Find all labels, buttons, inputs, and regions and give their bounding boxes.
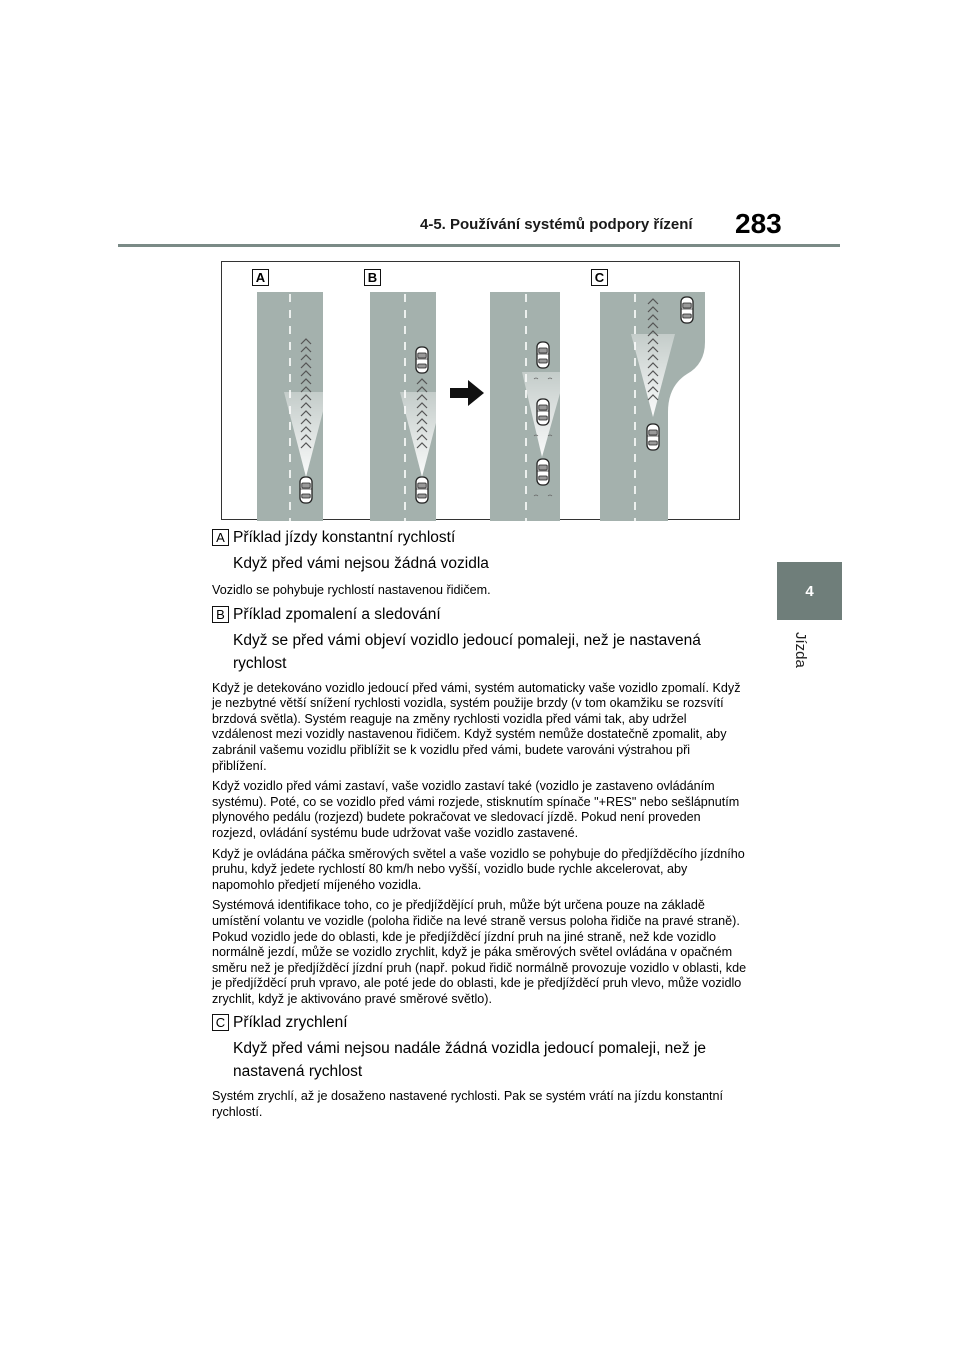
paragraph: Vozidlo se pohybuje rychlostí nastavenou řidičem. [212, 583, 491, 597]
figure-label-b: B [364, 269, 381, 286]
acc-illustration [221, 261, 740, 520]
running-header-title: 4-5. Používání systémů podpory řízení [420, 216, 693, 233]
paragraph: Systém zrychlí, až je dosaženo nastavené rychlosti. Pak se systém vrátí na jízdu konstantní rychlostí. [212, 1089, 723, 1120]
section-subheading: Když se před vámi objeví vozidlo jedoucí pomaleji, než je nastavená rychlost [233, 631, 701, 672]
paragraph: Když je detekováno vozidlo jedoucí před vámi, systém automaticky vaše vozidlo zpomalí. Když je nezbytné větší snížení rychlosti vozidla, systém použije brzdy (v tom okamžiku se rozsvítí brzdová světla). Systém reaguje na změny rychlosti vozidla před vámi tak, aby udržel vzdálenost mezi vozidly nastavenou řidičem. Když systém nemůže dostatečně zpomalit, aby zabránil vašemu vozidlu přiblížit se k vozidlu před vámi, budete varováni výstrahou při přiblížení. [212, 680, 741, 773]
section-label-a: A [212, 529, 229, 546]
road-a [257, 292, 328, 521]
road-b [370, 292, 444, 521]
arrow-icon [450, 380, 484, 406]
section-b [212, 603, 747, 1008]
section-c [212, 1011, 747, 1120]
road-diagram [222, 262, 741, 521]
section-heading: Příklad zpomalení a sledování [233, 605, 441, 623]
chapter-number: 4 [805, 582, 814, 600]
section-subheading: Když před vámi nejsou žádná vozidla [233, 555, 489, 572]
section-a [212, 526, 747, 599]
figure-label-a: A [252, 269, 269, 286]
figure-label-c: C [591, 269, 608, 286]
section-subheading: Když před vámi nejsou nadále žádná vozidla jedoucí pomaleji, než je nastavená rychlost [233, 1040, 707, 1081]
paragraph: Systémová identifikace toho, co je předjíždějící pruh, může být určena pouze na základě umístění volantu ve vozidle (poloha řidiče na levé straně versus poloha řidiče na pravé straně). Pokud vozidlo jede do oblasti, kde je předjížděcí jízdní pruh na jiné straně, než kde vozidlo normálně jezdí, může se vozidlo zrychlit, když je páka směrových světel ovládána v opačném směru než je předjížděcí jízdní pruh (např. pokud řidič normálně provozuje vozidlo v oblasti, kde je předjížděcí pruh vpravo, ale poté jede do oblasti, kde je předjížděcí pruh vlevo, může vozidlo zrychlit, když je aktivováno pravé směrové světlo). [212, 898, 747, 1006]
chapter-label: Jízda [792, 632, 809, 668]
section-heading: Příklad zrychlení [233, 1014, 348, 1032]
text-content [212, 526, 747, 1125]
paragraph: Když vozidlo před vámi zastaví, vaše vozidlo zastaví také (vozidlo je zastaveno ovládáním systému). Poté, co se vozidlo před vámi rozjede, stisknutím spínače "+RES" nebo sešlápnutím plynového pedálu (rozjezd) budete pokračovat ve sledovací jízdě. Pokud není proveden rozjezd, ovládání systému bude udržovat vaše vozidlo zastavené. [212, 779, 740, 840]
page-number: 283 [735, 208, 782, 239]
header-divider [118, 244, 840, 247]
paragraph: Když je ovládána páčka směrových světel a vaše vozidlo se pohybuje do předjížděcího jízdního pruhu, když jedete rychlostí 80 km/h nebo vyšší, vozidlo bude rychle akcelerovat, aby napomohlo předjetí míjeného vozidla. [212, 846, 745, 892]
section-heading: Příklad jízdy konstantní rychlostí [233, 529, 456, 546]
road-c [600, 292, 705, 521]
road-b-stopped [490, 292, 566, 521]
section-label-b: B [212, 606, 229, 623]
section-label-c: C [212, 1014, 229, 1031]
chapter-tab [777, 562, 842, 620]
